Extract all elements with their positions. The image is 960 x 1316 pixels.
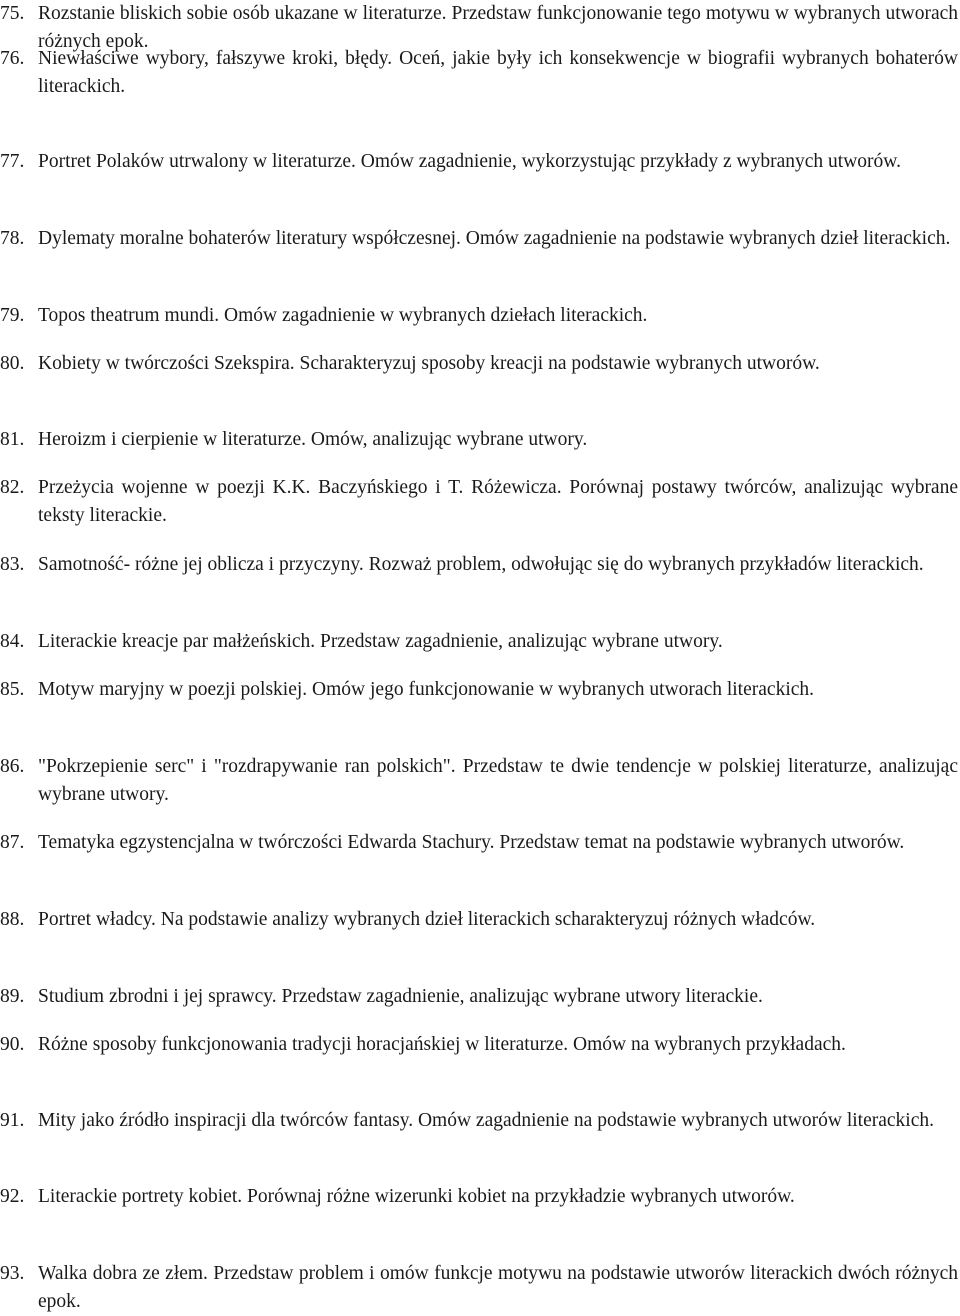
list-item (0, 1107, 960, 1135)
list-item (0, 474, 960, 530)
list-item (0, 426, 960, 454)
item-text: "Pokrzepienie serc" i "rozdrapywanie ran polskich". Przedstaw te dwie tendencje w polskiej literaturze, analizując wybrane utwory. (38, 756, 958, 805)
item-number: 80. (0, 353, 25, 374)
list-item (0, 148, 960, 176)
item-text: Portret władcy. Na podstawie analizy wybranych dzieł literackich scharakteryzuj różnych władców. (38, 909, 816, 930)
item-number: 75. (0, 3, 25, 24)
list-item (0, 225, 960, 253)
item-number: 86. (0, 756, 25, 777)
item-text: Motyw maryjny w poezji polskiej. Omów jego funkcjonowanie w wybranych utworach literackich. (38, 679, 815, 700)
item-text: Samotność- różne jej oblicza i przyczyny. Rozważ problem, odwołując się do wybranych przykładów literackich. (38, 554, 924, 575)
item-number: 81. (0, 429, 25, 450)
item-text: Tematyka egzystencjalna w twórczości Edwarda Stachury. Przedstaw temat na podstawie wybranych utworów. (38, 832, 905, 853)
item-text: Niewłaściwe wybory, fałszywe kroki, błędy. Oceń, jakie były ich konsekwencje w biografii wybranych bohaterów literackich. (38, 48, 958, 97)
list-item (0, 1183, 960, 1211)
item-text: Mity jako źródło inspiracji dla twórców fantasy. Omów zagadnienie na podstawie wybranych utworów literackich. (38, 1110, 935, 1131)
item-number: 84. (0, 631, 25, 652)
item-number: 77. (0, 151, 25, 172)
list-item (0, 906, 960, 934)
item-text: Dylematy moralne bohaterów literatury współczesnej. Omów zagadnienie na podstawie wybranych dzieł literackich. (38, 228, 951, 249)
item-text: Literackie portrety kobiet. Porównaj różne wizerunki kobiet na przykładzie wybranych utworów. (38, 1186, 795, 1207)
list-item (0, 628, 960, 656)
list-item (0, 676, 960, 704)
item-number: 91. (0, 1110, 25, 1131)
item-number: 83. (0, 554, 25, 575)
item-number: 78. (0, 228, 25, 249)
item-text: Rozstanie bliskich sobie osób ukazane w literaturze. Przedstaw funkcjonowanie tego motywu w wybranych utworach różnych epok. (38, 3, 958, 52)
list-item (0, 1260, 960, 1316)
item-text: Literackie kreacje par małżeńskich. Przedstaw zagadnienie, analizując wybrane utwory. (38, 631, 723, 652)
item-text: Kobiety w twórczości Szekspira. Scharakteryzuj sposoby kreacji na podstawie wybranych utworów. (38, 353, 820, 374)
item-number: 90. (0, 1034, 25, 1055)
item-text: Heroizm i cierpienie w literaturze. Omów, analizując wybrane utwory. (38, 429, 588, 450)
item-number: 89. (0, 986, 25, 1007)
item-text: Studium zbrodni i jej sprawcy. Przedstaw zagadnienie, analizując wybrane utwory literackie. (38, 986, 763, 1007)
item-number: 93. (0, 1263, 25, 1284)
item-number: 85. (0, 679, 25, 700)
item-number: 79. (0, 305, 25, 326)
list-item (0, 551, 960, 579)
item-text: Przeżycia wojenne w poezji K.K. Baczyńskiego i T. Różewicza. Porównaj postawy twórców, analizując wybrane teksty literackie. (38, 477, 958, 526)
item-number: 76. (0, 48, 25, 69)
list-item (0, 829, 960, 857)
list-item (0, 302, 960, 330)
item-text: Różne sposoby funkcjonowania tradycji horacjańskiej w literaturze. Omów na wybranych przykładach. (38, 1034, 846, 1055)
list-item (0, 753, 960, 809)
item-number: 87. (0, 832, 25, 853)
item-number: 88. (0, 909, 25, 930)
item-number: 92. (0, 1186, 25, 1207)
list-item (0, 45, 960, 101)
list-item (0, 350, 960, 378)
item-text: Topos theatrum mundi. Omów zagadnienie w wybranych dziełach literackich. (38, 305, 648, 326)
list-item (0, 983, 960, 1011)
item-number: 82. (0, 477, 25, 498)
list-item (0, 1031, 960, 1059)
item-text: Walka dobra ze złem. Przedstaw problem i omów funkcje motywu na podstawie utworów literackich dwóch różnych epok. (38, 1263, 958, 1312)
item-text: Portret Polaków utrwalony w literaturze. Omów zagadnienie, wykorzystując przykłady z wybranych utworów. (38, 151, 901, 172)
